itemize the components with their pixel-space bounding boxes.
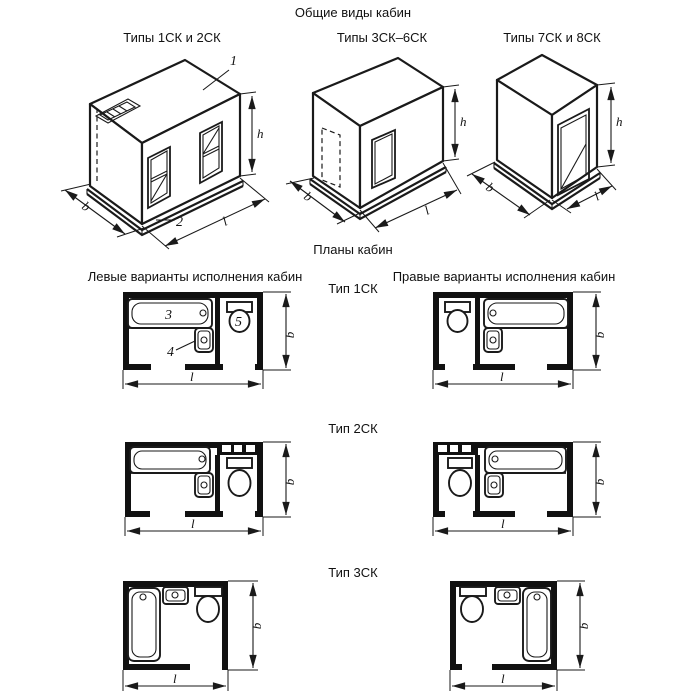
- plans-title: Планы кабин: [313, 242, 393, 257]
- type-2sk-label: Тип 2СК: [328, 421, 378, 436]
- toilet: [460, 587, 486, 622]
- bowl: [461, 596, 483, 622]
- vent-block: [222, 445, 255, 452]
- dim-width: [557, 581, 591, 670]
- cabin-type-3-6-label: Типы 3СК–6СК: [336, 30, 428, 45]
- cistern: [460, 587, 486, 596]
- dim-length: [433, 369, 573, 389]
- bathtub: [128, 588, 160, 661]
- svg-text:l: l: [501, 516, 505, 531]
- svg-text:h: h: [257, 126, 264, 141]
- cistern: [448, 458, 472, 468]
- callout-toilet: 5: [235, 315, 242, 330]
- dim-height: [240, 92, 264, 176]
- bathtub: [485, 447, 566, 473]
- toilet: [227, 458, 252, 496]
- left-variants-header: Левые варианты исполнения кабин: [87, 269, 303, 284]
- svg-text:b: b: [576, 622, 591, 630]
- bowl: [448, 310, 468, 332]
- toilet: [445, 302, 470, 332]
- dim-width: [263, 292, 297, 370]
- dim-length: [125, 516, 263, 536]
- svg-text:l: l: [501, 671, 505, 686]
- plan-left-3sk: [112, 578, 282, 700]
- svg-text:l: l: [591, 188, 602, 204]
- cistern: [227, 458, 252, 468]
- bathtub: [523, 588, 551, 661]
- svg-text:l: l: [173, 671, 177, 686]
- general-views-title: Общие виды кабин: [294, 5, 412, 20]
- sink: [195, 473, 213, 497]
- toilet: [448, 458, 472, 496]
- dim-length: [123, 670, 228, 691]
- svg-text:l: l: [421, 202, 432, 218]
- bathtub: [130, 447, 210, 473]
- callout-sink: 4: [167, 345, 174, 360]
- sink: [495, 587, 520, 604]
- svg-text:l: l: [191, 516, 195, 531]
- svg-text:b: b: [282, 331, 297, 339]
- sink: [484, 328, 502, 352]
- callout-bath: 3: [165, 308, 172, 323]
- callout-roof: 1: [230, 54, 237, 69]
- cabin-type-7-8-label: Типы 7СК и 8СК: [503, 30, 601, 45]
- bowl: [229, 470, 251, 496]
- dim-length: [433, 516, 573, 536]
- cabin-3-6-isometric-view: [283, 48, 478, 238]
- sink: [163, 587, 188, 604]
- plan-left-2sk: [115, 438, 300, 538]
- dim-length: [123, 369, 263, 389]
- bathtub: [484, 299, 568, 328]
- dim-height: [597, 83, 623, 167]
- svg-text:b: b: [282, 478, 297, 486]
- plan-right-3sk: [440, 578, 610, 700]
- cabin-1-2-isometric-view: [55, 50, 290, 250]
- dim-width: [573, 292, 607, 370]
- dim-width: [573, 442, 607, 517]
- toilet: [195, 587, 222, 622]
- vent-block: [438, 445, 471, 452]
- cabin-type-1-2-label: Типы 1СК и 2СК: [123, 30, 221, 45]
- dim-length: [450, 670, 557, 691]
- svg-text:b: b: [592, 331, 607, 339]
- bowl: [197, 596, 219, 622]
- svg-text:b: b: [483, 179, 498, 196]
- type-3sk-label: Тип 3СК: [328, 565, 378, 580]
- plan-right-1sk: [425, 288, 610, 393]
- svg-text:l: l: [500, 369, 504, 384]
- svg-text:b: b: [301, 188, 316, 205]
- dim-width: [263, 442, 297, 517]
- svg-text:h: h: [460, 114, 467, 129]
- type-1sk-label: Тип 1СК: [328, 281, 378, 296]
- cabin-7-8-isometric-view: [462, 46, 642, 231]
- svg-text:l: l: [219, 213, 230, 229]
- right-variants-header: Правые варианты исполнения кабин: [392, 269, 616, 284]
- bowl: [449, 470, 471, 496]
- dim-width: [228, 581, 264, 670]
- svg-text:l: l: [190, 369, 194, 384]
- callout-base: 2: [176, 215, 183, 230]
- sink: [485, 473, 503, 497]
- callout-4-leader: [176, 341, 195, 350]
- plan-left-1sk: [115, 288, 300, 393]
- cistern: [195, 587, 222, 596]
- plan-right-2sk: [425, 438, 610, 538]
- svg-text:b: b: [79, 198, 94, 215]
- sink: [195, 328, 213, 352]
- svg-text:b: b: [592, 478, 607, 486]
- svg-text:b: b: [249, 622, 264, 630]
- svg-text:h: h: [616, 114, 623, 129]
